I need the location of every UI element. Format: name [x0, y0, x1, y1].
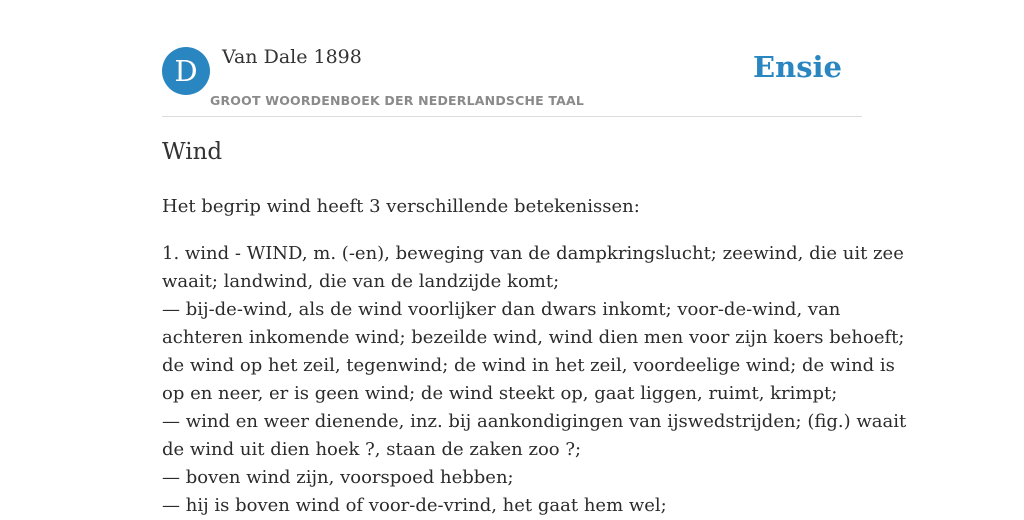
definition-line: de wind uit dien hoek ?, staan de zaken zoo ?; — [162, 439, 582, 460]
definition-line: — hij is boven wind of voor-de-vrind, het gaat hem wel; — [162, 495, 667, 516]
ensie-brand-link[interactable]: Ensie — [753, 50, 842, 84]
dictionary-title[interactable]: Van Dale 1898 — [222, 46, 362, 68]
definition-line: op en neer, er is geen wind; de wind steekt op, gaat liggen, ruimt, krimpt; — [162, 383, 838, 404]
definition-line: — wind en weer dienende, inz. bij aankondigingen van ijswedstrijden; (fig.) waait — [162, 411, 907, 432]
entry-intro: Het begrip wind heeft 3 verschillende betekenissen: — [162, 196, 640, 217]
definition-line: 1. wind - WIND, m. (-en), beweging van de dampkringslucht; zeewind, die uit zee — [162, 243, 904, 264]
page — [162, 0, 907, 516]
dictionary-subtitle: GROOT WOORDENBOEK DER NEDERLANDSCHE TAAL — [210, 93, 585, 108]
definition-text — [162, 240, 907, 520]
header — [162, 0, 862, 117]
dictionary-logo[interactable]: D — [162, 47, 210, 95]
definition-line: achteren inkomende wind; bezeilde wind, wind dien men voor zijn koers behoeft; — [162, 327, 905, 348]
entry-title: Wind — [162, 139, 223, 165]
definition-line: — boven wind zijn, voorspoed hebben; — [162, 467, 514, 488]
definition-line: — bij-de-wind, als de wind voorlijker dan dwars inkomt; voor-de-wind, van — [162, 299, 841, 320]
definition-line: waait; landwind, die van de landzijde komt; — [162, 271, 560, 292]
definition-line: de wind op het zeil, tegenwind; de wind in het zeil, voordeelige wind; de wind is — [162, 355, 895, 376]
